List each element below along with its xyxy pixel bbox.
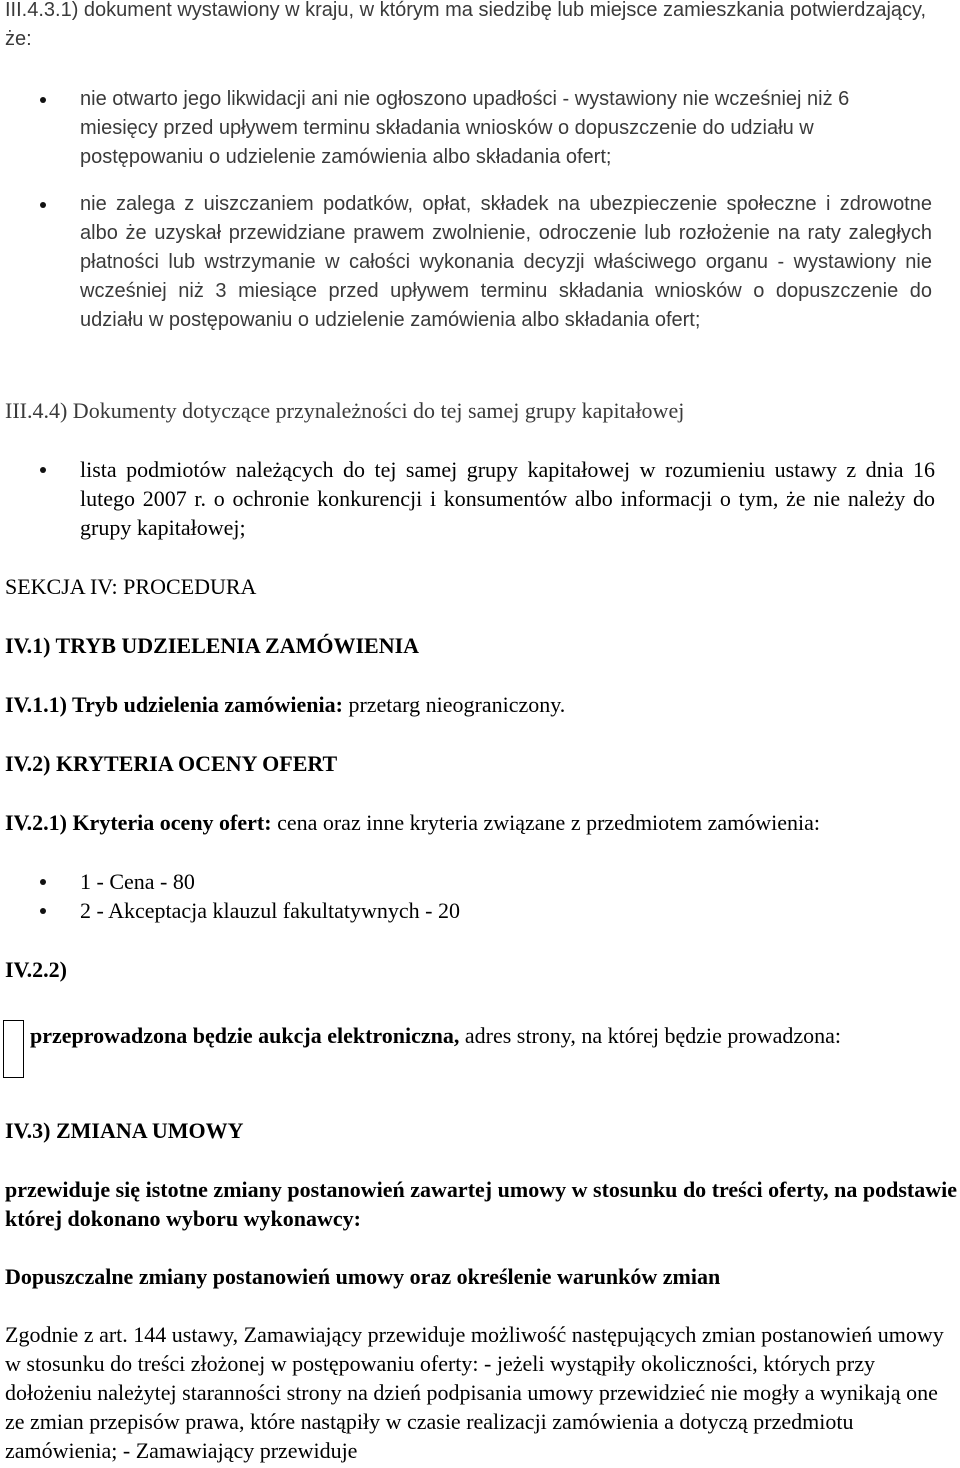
auction-checkbox[interactable] xyxy=(3,1020,24,1078)
list-item xyxy=(80,896,880,925)
iv-2-1-value: cena oraz inne kryteria związane z przedmiotem zamówienia: xyxy=(277,810,821,835)
iv-2-heading: IV.2) KRYTERIA OCENY OFERT xyxy=(5,751,338,776)
iv-3-heading: IV.3) ZMIANA UMOWY xyxy=(5,1118,244,1143)
list-item xyxy=(80,455,935,542)
iv-1-1-label: IV.1.1) Tryb udzielenia zamówienia: xyxy=(5,692,343,717)
iv-1-1-line xyxy=(5,690,565,719)
list-item xyxy=(80,867,880,896)
list-item xyxy=(80,85,932,172)
auction-rest: adres strony, na której będzie prowadzona: xyxy=(459,1023,841,1048)
auction-label: przeprowadzona będzie aukcja elektroniczna, xyxy=(30,1023,460,1048)
iv-2-1-line xyxy=(5,808,955,837)
criterion-text: 2 - Akceptacja klauzul fakultatywnych - 20 xyxy=(80,898,460,923)
iv-1-heading: IV.1) TRYB UDZIELENIA ZAMÓWIENIA xyxy=(5,633,420,658)
requirement-text: nie otwarto jego likwidacji ani nie ogłoszono upadłości - wystawiony nie wcześniej niż 6 miesięcy przed upływem terminu składania wniosków o dopuszczenie do udziału w postępowaniu o udzielenie zamówienia albo składania ofert; xyxy=(80,88,850,168)
section-heading-iii-4-3-1: III.4.3.1) dokument wystawiony w kraju, w którym ma siedzibę lub miejsce zamieszkania potwierdzający, że: xyxy=(5,0,927,50)
section-heading-iii-4-4: III.4.4) Dokumenty dotyczące przynależności do tej samej grupy kapitałowej xyxy=(5,398,685,423)
list-item xyxy=(80,190,932,335)
iv-1-1-value: przetarg nieograniczony. xyxy=(348,692,566,717)
change-body: Zgodnie z art. 144 ustawy, Zamawiający przewiduje możliwość następujących zmian postanowień umowy w stosunku do treści złożonej w postępowaniu oferty: - jeżeli wystąpiły okoliczności, których przy dołożeniu należytej staranności strony na dzień podpisania umowy przewidzieć nie mogły a wynikają one ze zmian przepisów prawa, które nastąpiły w czasie realizacji zamówienia a dotyczą przedmiotu zamówienia; - Zamawiający przewiduje xyxy=(5,1322,944,1463)
iv-2-2-heading: IV.2.2) xyxy=(5,957,67,982)
change-heading: Dopuszczalne zmiany postanowień umowy oraz określenie warunków zmian xyxy=(5,1264,721,1289)
criteria-list xyxy=(80,867,880,925)
auction-line xyxy=(30,1021,860,1050)
criterion-text: 1 - Cena - 80 xyxy=(80,869,195,894)
requirements-list xyxy=(80,85,932,335)
section-iv-title: SEKCJA IV: PROCEDURA xyxy=(5,574,257,599)
group-document-text: lista podmiotów należących do tej samej grupy kapitałowej w rozumieniu ustawy z dnia 16 lutego 2007 r. o ochronie konkurencji i konsumentów albo informacji o tym, że nie należy do grupy kapitałowej; xyxy=(80,457,935,540)
change-intro: przewiduje się istotne zmiany postanowień zawartej umowy w stosunku do treści oferty, na podstawie której dokonano wyboru wykonawcy: xyxy=(5,1177,957,1231)
requirement-text: nie zalega z uiszczaniem podatków, opłat, składek na ubezpieczenie społeczne i zdrowotne albo że uzyskał przewidziane prawem zwolnienie, odroczenie lub rozłożenie na raty zaległych płatności lub wstrzymanie w całości wykonania decyzji właściwego organu - wystawiony nie wcześniej niż 3 miesiące przed upływem terminu składania wniosków o dopuszczenie do udziału w postępowaniu o udzielenie zamówienia albo składania ofert; xyxy=(80,193,932,331)
group-documents-list xyxy=(80,455,935,542)
iv-2-1-label: IV.2.1) Kryteria oceny ofert: xyxy=(5,810,272,835)
